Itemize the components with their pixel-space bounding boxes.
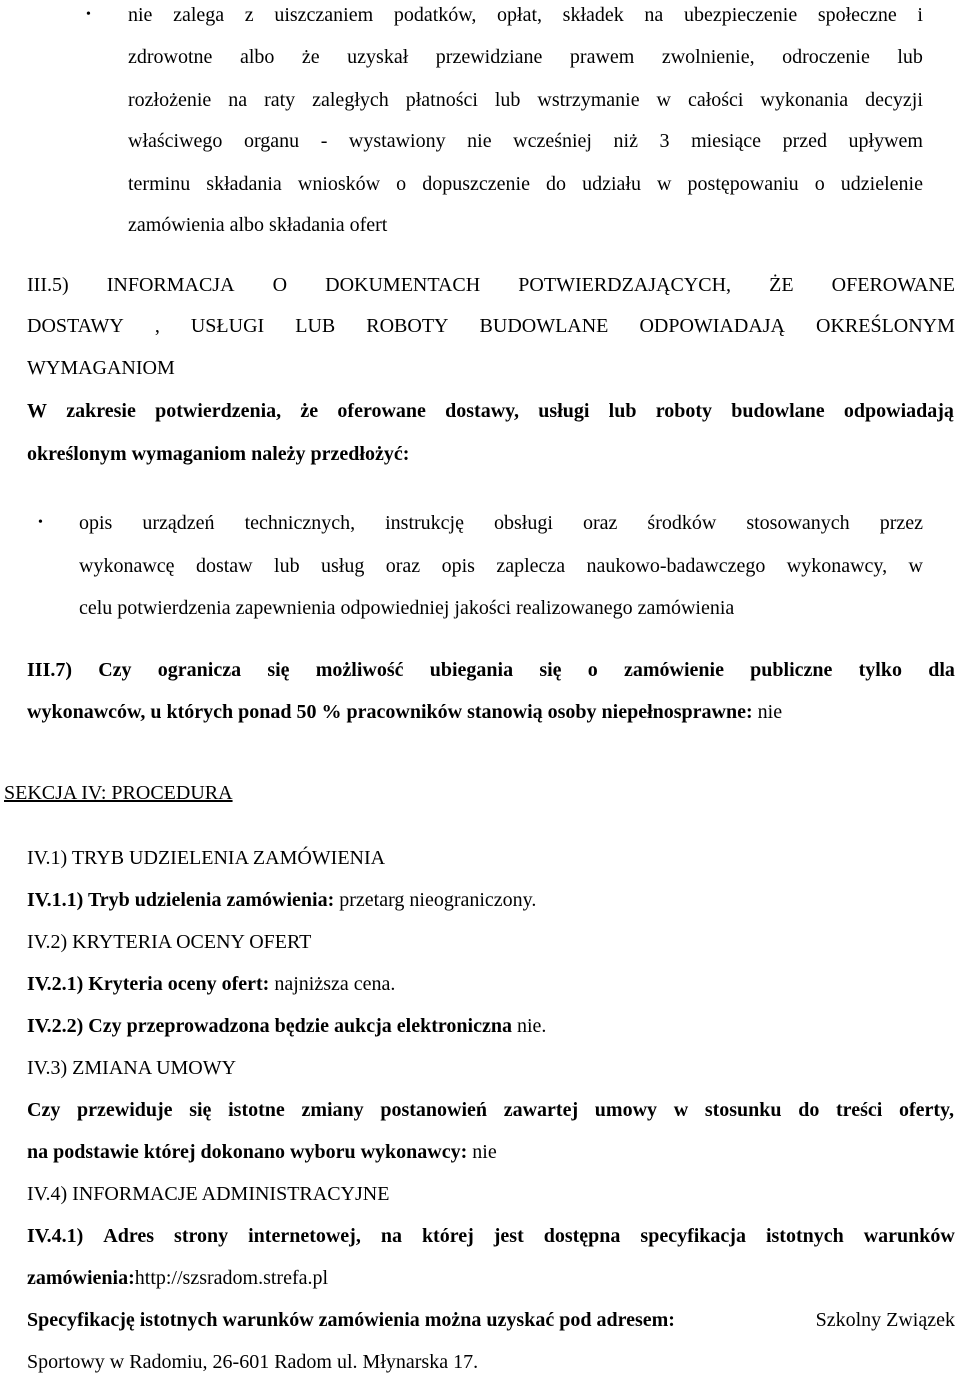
word: istotnych [765,1225,844,1247]
word: w [656,89,671,111]
word: opis [79,512,113,534]
word: specyfikacja [640,1225,746,1247]
word: POTWIERDZAJĄCYCH, [518,274,732,296]
word: ogranicza [157,659,242,681]
word: ROBOTY [366,315,449,337]
word: przewidziane [435,46,543,68]
word: postępowaniu [687,173,799,195]
word: lub [608,400,637,422]
word: usług [320,555,365,577]
word: ubiegania [429,659,514,681]
word: zaplecza [496,555,566,577]
word: środków [647,512,717,534]
word: O [272,274,288,296]
word: treści [836,1099,883,1121]
word: możliwość [315,659,404,681]
iv21-label: IV.2.1) Kryteria oceny ofert: [27,973,270,995]
word: że [300,400,319,422]
word: składek [562,4,624,26]
iv41-line-1 [27,1224,955,1248]
word: III.7) [27,659,73,681]
word: płatności [405,89,478,111]
word: lub [274,555,300,577]
word: dostaw [195,555,253,577]
word: stosunku [704,1099,782,1121]
iv22-label: IV.2.2) Czy przeprowadzona będzie aukcja elektroniczna [27,1015,512,1037]
word: III.5) [27,274,69,296]
s35-heading-line-3: WYMAGANIOM [27,357,175,379]
word: terminu [128,173,191,195]
word: umowy [594,1099,658,1121]
iv2-heading: IV.2) KRYTERIA OCENY OFERT [27,931,312,953]
word: na [228,89,248,111]
word: jest [493,1225,524,1247]
word: albo [239,46,275,68]
s35-heading-line-2 [27,314,955,338]
bullet-marker: • [86,7,91,22]
word: o [587,659,598,681]
iv22-line [27,1014,960,1038]
word: W [27,400,47,422]
word: organu [243,130,300,152]
word: dostępna [543,1225,621,1247]
word: wcześniej [513,130,592,152]
word: ŻE [769,274,794,296]
spec-line-2: Sportowy w Radomiu, 26-601 Radom ul. Młynarska 17. [27,1351,479,1373]
iv1-heading: IV.1) TRYB UDZIELENIA ZAMÓWIENIA [27,847,386,869]
word: obsługi [494,512,553,534]
bullet1-line-2 [128,45,923,69]
word: ODPOWIADAJĄ [639,315,785,337]
s37-line-2 [27,700,960,724]
word: uzyskał [347,46,409,68]
word: społeczne [817,4,897,26]
iv41-line-2 [27,1266,960,1290]
spec-line-1 [27,1308,955,1332]
iv11-value: przetarg nieograniczony. [334,889,537,911]
iv3-question-line-1 [27,1098,954,1122]
iv41-label: zamówienia: [27,1267,135,1289]
word: decyzji [865,89,923,111]
word: zmiany [301,1099,364,1121]
word: wykonania [760,89,849,111]
word: zaległych [312,89,389,111]
word: uiszczaniem [274,4,374,26]
iv4-heading: IV.4) INFORMACJE ADMINISTRACYJNE [27,1183,390,1205]
word: raty [264,89,296,111]
s37-line-1 [27,658,955,682]
word: INFORMACJA [106,274,235,296]
word: prawem [569,46,635,68]
word: wykonawcę [79,555,175,577]
s35-bullet-line-3: celu potwierdzenia zapewnienia odpowiedniej jakości realizowanego zamówienia [79,597,735,619]
word: IV.4.1) [27,1225,84,1247]
word: instrukcję [385,512,464,534]
word: tylko [858,659,902,681]
word: Czy [98,659,132,681]
s35-intro-line-2: określonym wymaganiom należy przedłożyć: [27,443,410,465]
word: oraz [385,555,421,577]
bullet1-line-6: zamówienia albo składania ofert [128,214,388,236]
word: opłat, [497,4,543,26]
word: przewiduje [77,1099,173,1121]
word: o [814,173,825,195]
word: przed [782,130,827,152]
word: zamówienie [623,659,724,681]
word: usługi [538,400,590,422]
word: DOSTAWY [27,315,124,337]
bullet1-line-4 [128,129,923,153]
word: zalega [173,4,225,26]
word: postanowień [380,1099,488,1121]
iv21-line [27,972,960,996]
bullet1-line-5 [128,172,923,196]
word: potwierdzenia, [155,400,282,422]
word: istotne [228,1099,285,1121]
word: zakresie [66,400,136,422]
word: nie [128,4,153,26]
word: z [244,4,254,26]
word: że [301,46,320,68]
s35-bullet-line-1 [79,511,923,535]
word: lub [494,89,521,111]
word: budowlane [731,400,825,422]
word: stosowanych [746,512,850,534]
word: urządzeń [142,512,215,534]
word: dopuszczenie [422,173,530,195]
word: właściwego [128,130,223,152]
word: której [421,1225,474,1247]
word: zwolnienie, [661,46,755,68]
word: publiczne [750,659,833,681]
iv3-heading: IV.3) ZMIANA UMOWY [27,1057,237,1079]
word: warunków [863,1225,955,1247]
iv3-question-line-2 [27,1140,960,1164]
word: zawartej [503,1099,579,1121]
word: wstrzymanie [537,89,640,111]
bullet1-line-1 [128,3,923,27]
word: odroczenie [782,46,870,68]
word: strony [174,1225,229,1247]
iv11-label: IV.1.1) Tryb udzielenia zamówienia: [27,889,335,911]
word: się [539,659,562,681]
word: do [546,173,567,195]
word: DOKUMENTACH [325,274,481,296]
word: oraz [582,512,618,534]
word: internetowej, [248,1225,361,1247]
word: odpowiadają [843,400,954,422]
word: na [644,4,664,26]
word: zdrowotne [128,46,213,68]
s35-intro-line-1 [27,399,954,423]
spec-value: Szkolny Związek [810,1309,955,1331]
word: udziału [582,173,641,195]
website-link[interactable]: http://szsradom.strefa.pl [134,1267,329,1289]
s35-bullet-line-2 [79,554,923,578]
word: wniosków [297,173,381,195]
word: dla [928,659,955,681]
s37-label: wykonawców, u których ponad 50 % pracowników stanowią osoby niepełnosprawne: [27,701,753,723]
word: nie [467,130,492,152]
word: i [917,4,923,26]
word: ubezpieczenie [683,4,798,26]
bullet1-line-3 [128,88,923,112]
word: składania [206,173,282,195]
word: 3 [659,130,670,152]
word: w [908,555,923,577]
word: podatków, [393,4,477,26]
word: wykonawcy, [786,555,888,577]
word: na [380,1225,402,1247]
word: - [320,130,328,152]
word: wystawiony [348,130,446,152]
iv3-question-value: nie [467,1141,497,1163]
word: rozłożenie [128,89,212,111]
word: , [154,315,160,337]
word: Czy [27,1099,61,1121]
iv11-line [27,888,960,912]
word: w [657,173,672,195]
word: opis [441,555,475,577]
word: OKREŚLONYM [816,315,955,337]
word: niż [613,130,638,152]
word: miesiące [691,130,762,152]
word: całości [687,89,744,111]
word: do [798,1099,820,1121]
iv21-value: najniższa cena. [269,973,396,995]
word: się [189,1099,212,1121]
word: naukowo-badawczego [586,555,766,577]
word: Adres [103,1225,155,1247]
word: upływem [848,130,923,152]
iv3-question-label: na podstawie której dokonano wyboru wykonawcy: [27,1141,468,1163]
s35-heading-line-1 [27,273,955,297]
word: udzielenie [840,173,923,195]
word: BUDOWLANE [479,315,609,337]
word: LUB [295,315,336,337]
word: oferowane [337,400,426,422]
s37-value: nie [752,701,783,723]
word: roboty [655,400,713,422]
word: oferty, [898,1099,954,1121]
word: się [267,659,290,681]
word: lub [897,46,923,68]
iv22-value: nie. [511,1015,547,1037]
word: USŁUGI [190,315,265,337]
word: technicznych, [244,512,356,534]
word: dostawy, [445,400,520,422]
word: w [673,1099,689,1121]
spec-label: Specyfikację istotnych warunków zamówienia można uzyskać pod adresem: [27,1309,675,1331]
bullet-marker: • [38,515,43,530]
word: o [396,173,407,195]
word: OFEROWANE [831,274,955,296]
section-title: SEKCJA IV: PROCEDURA [4,782,233,804]
word: przez [879,512,923,534]
